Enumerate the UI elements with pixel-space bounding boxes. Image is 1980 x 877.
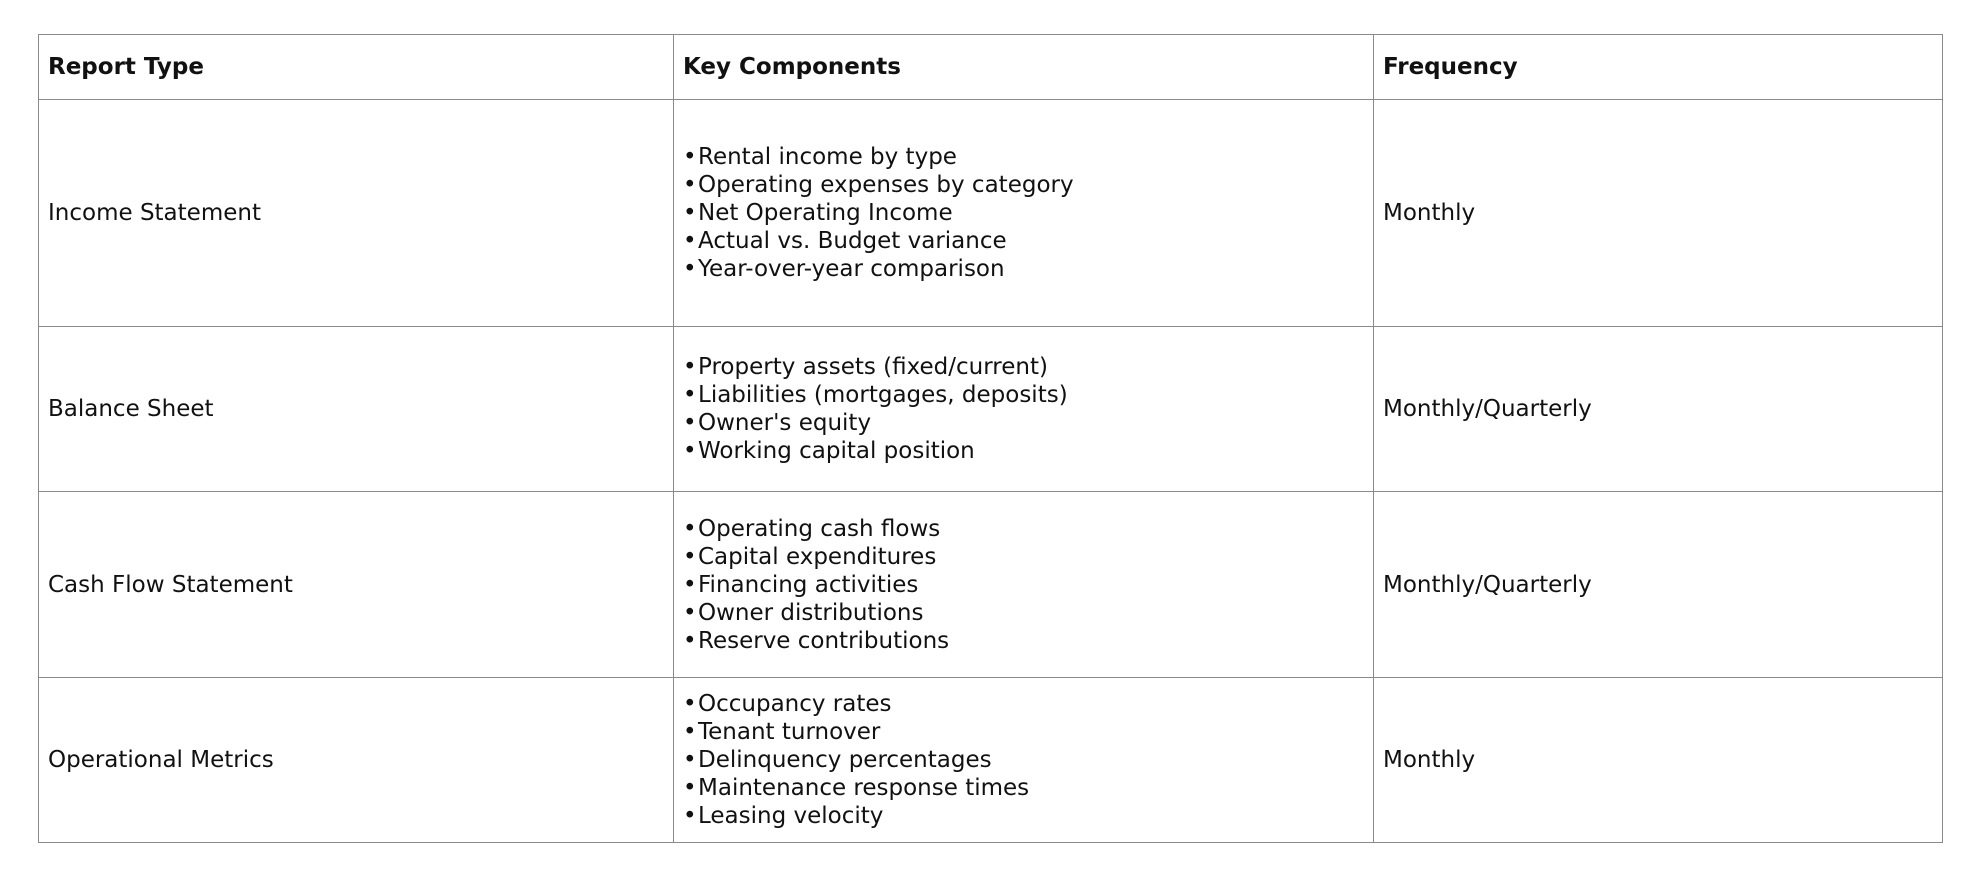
bullet-icon: • <box>683 354 697 380</box>
frequency-cell: Monthly/Quarterly <box>1374 327 1943 492</box>
list-item <box>683 718 1364 746</box>
component-text: Delinquency percentages <box>698 747 992 773</box>
table-row <box>39 327 1943 492</box>
header-row <box>39 35 1943 100</box>
list-item <box>683 437 1364 465</box>
bullet-icon: • <box>683 228 697 254</box>
bullet-icon: • <box>683 200 697 226</box>
component-text: Leasing velocity <box>698 803 884 829</box>
component-text: Year-over-year comparison <box>698 256 1005 282</box>
list-item <box>683 746 1364 774</box>
bullet-icon: • <box>683 172 697 198</box>
list-item <box>683 571 1364 599</box>
component-text: Financing activities <box>698 571 919 598</box>
key-components-cell <box>674 100 1374 327</box>
list-item <box>683 227 1364 255</box>
component-text: Maintenance response times <box>698 775 1030 801</box>
key-components-cell <box>674 678 1374 843</box>
column-header-key-components: Key Components <box>674 35 1374 100</box>
component-text: Reserve contributions <box>698 627 950 654</box>
components-list <box>683 515 1364 655</box>
component-text: Actual vs. Budget variance <box>698 228 1007 254</box>
bullet-icon: • <box>683 775 697 801</box>
bullet-icon: • <box>683 691 697 717</box>
bullet-icon: • <box>683 747 697 773</box>
component-text: Working capital position <box>698 438 975 464</box>
component-text: Net Operating Income <box>698 200 953 226</box>
components-list <box>683 143 1364 283</box>
list-item <box>683 690 1364 718</box>
component-text: Capital expenditures <box>698 543 937 570</box>
components-list <box>683 353 1364 465</box>
list-item <box>683 171 1364 199</box>
bullet-icon: • <box>683 599 697 626</box>
bullet-icon: • <box>683 256 697 282</box>
column-header-report-type: Report Type <box>39 35 674 100</box>
bullet-icon: • <box>683 410 697 436</box>
list-item <box>683 599 1364 627</box>
report-type-cell: Income Statement <box>39 100 674 327</box>
component-text: Operating expenses by category <box>698 172 1074 198</box>
component-text: Tenant turnover <box>698 719 881 745</box>
report-type-cell: Cash Flow Statement <box>39 492 674 678</box>
frequency-cell: Monthly <box>1374 678 1943 843</box>
bullet-icon: • <box>683 627 697 654</box>
component-text: Occupancy rates <box>698 691 892 717</box>
list-item <box>683 409 1364 437</box>
bullet-icon: • <box>683 543 697 570</box>
list-item <box>683 143 1364 171</box>
list-item <box>683 199 1364 227</box>
list-item <box>683 802 1364 830</box>
component-text: Liabilities (mortgages, deposits) <box>698 382 1068 408</box>
bullet-icon: • <box>683 515 697 542</box>
list-item <box>683 515 1364 543</box>
list-item <box>683 255 1364 283</box>
bullet-icon: • <box>683 144 697 170</box>
list-item <box>683 774 1364 802</box>
table-row <box>39 100 1943 327</box>
key-components-cell <box>674 327 1374 492</box>
column-header-frequency: Frequency <box>1374 35 1943 100</box>
component-text: Property assets (fixed/current) <box>698 354 1048 380</box>
frequency-cell: Monthly/Quarterly <box>1374 492 1943 678</box>
table-row <box>39 678 1943 843</box>
bullet-icon: • <box>683 571 697 598</box>
bullet-icon: • <box>683 438 697 464</box>
component-text: Owner's equity <box>698 410 872 436</box>
report-type-cell: Balance Sheet <box>39 327 674 492</box>
component-text: Operating cash flows <box>698 515 941 542</box>
list-item <box>683 627 1364 655</box>
bullet-icon: • <box>683 803 697 829</box>
key-components-cell <box>674 492 1374 678</box>
list-item <box>683 353 1364 381</box>
list-item <box>683 381 1364 409</box>
components-list <box>683 690 1364 830</box>
report-type-cell: Operational Metrics <box>39 678 674 843</box>
component-text: Owner distributions <box>698 599 924 626</box>
component-text: Rental income by type <box>698 144 957 170</box>
bullet-icon: • <box>683 719 697 745</box>
bullet-icon: • <box>683 382 697 408</box>
report-table <box>38 34 1943 843</box>
frequency-cell: Monthly <box>1374 100 1943 327</box>
list-item <box>683 543 1364 571</box>
table-row <box>39 492 1943 678</box>
